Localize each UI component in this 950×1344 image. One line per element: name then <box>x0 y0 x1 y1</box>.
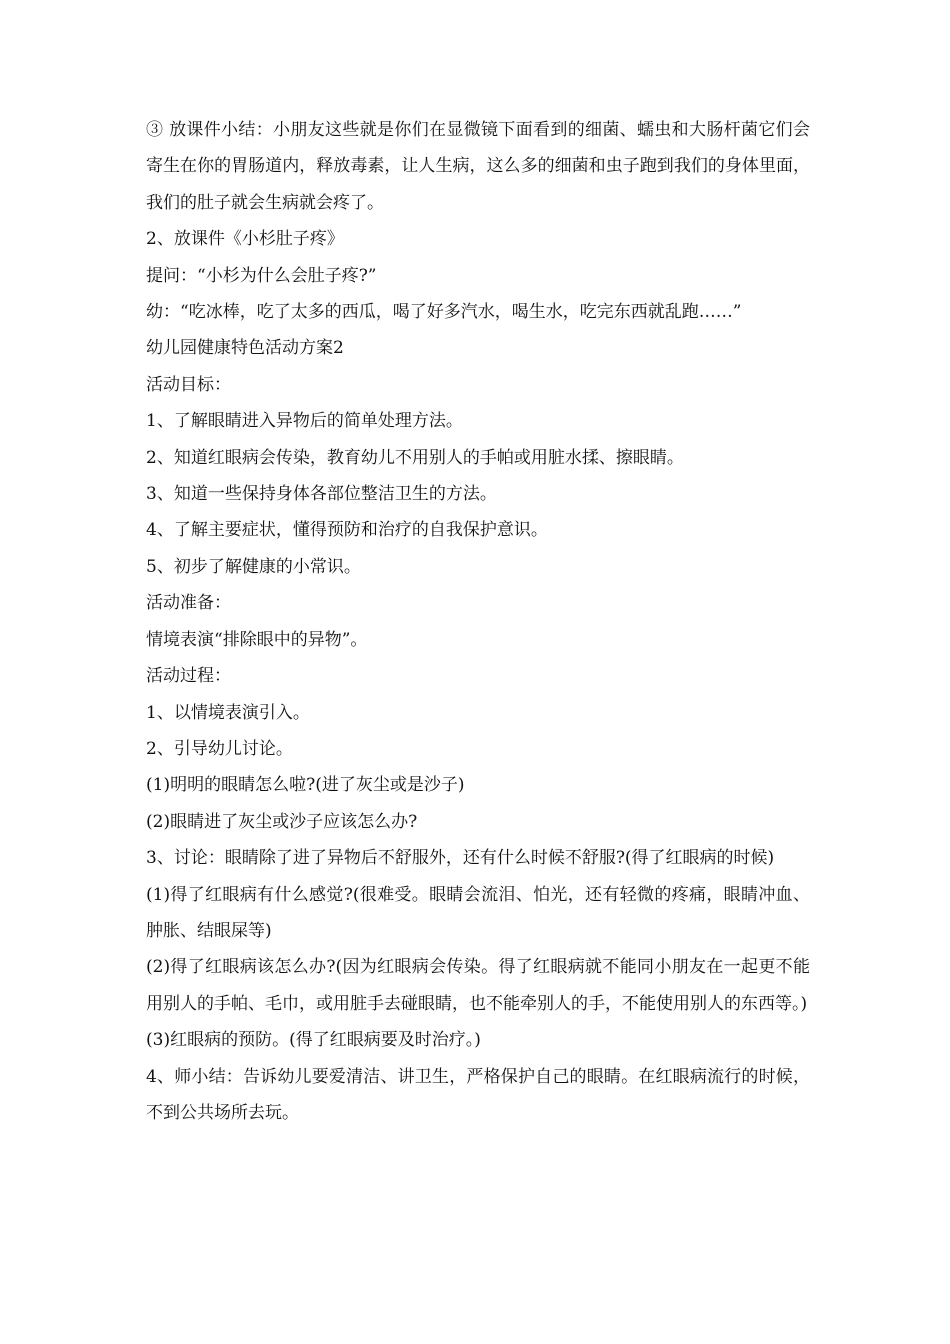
process-substep-3-2: (2)得了红眼病该怎么办?(因为红眼病会传染。得了红眼病就不能同小朋友在一起更不能用别人的手帕、毛巾，或用脏手去碰眼睛，也不能牵别人的手，不能使用别人的东西等。) <box>146 957 810 1014</box>
goal-item-3: 3、知道一些保持身体各部位整洁卫生的方法。 <box>146 484 497 505</box>
process-step-3: 3、讨论：眼睛除了进了异物后不舒服外，还有什么时候不舒服?(得了红眼病的时候) <box>146 848 775 869</box>
section-heading-plan-2: 幼儿园健康特色活动方案2 <box>146 338 344 359</box>
process-step-1: 1、以情境表演引入。 <box>146 702 310 723</box>
heading-activity-goals: 活动目标： <box>146 374 231 395</box>
process-step-2: 2、引导幼儿讨论。 <box>146 738 293 759</box>
paragraph-courseware-summary: ③ 放课件小结：小朋友这些就是你们在显微镜下面看到的细菌、蠕虫和大肠杆菌它们会寄生在你的胃肠道内，释放毒素，让人生病，这么多的细菌和虫子跑到我们的身体里面，我们的肚子就会生病就会疼了。 <box>146 120 810 213</box>
process-substep-3-1: (1)得了红眼病有什么感觉?(很难受。眼睛会流泪、怕光，还有轻微的疼痛，眼睛冲血、肿胀、结眼屎等) <box>146 884 810 941</box>
heading-activity-preparation: 活动准备： <box>146 593 231 614</box>
process-substep-3-3: (3)红眼病的预防。(得了红眼病要及时治疗。) <box>146 1030 481 1051</box>
process-substep-2-1: (1)明明的眼睛怎么啦?(进了灰尘或是沙子) <box>146 775 465 796</box>
goal-item-2: 2、知道红眼病会传染，教育幼儿不用别人的手帕或用脏水揉、擦眼睛。 <box>146 447 684 468</box>
paragraph-courseware-title: 2、放课件《小杉肚子疼》 <box>146 229 344 250</box>
goal-item-5: 5、初步了解健康的小常识。 <box>146 556 361 577</box>
process-substep-2-2: (2)眼睛进了灰尘或沙子应该怎么办? <box>146 811 418 832</box>
document-page <box>146 112 810 1131</box>
paragraph-question: 提问：“小杉为什么会肚子疼?” <box>146 265 377 286</box>
preparation-item: 情境表演“排除眼中的异物”。 <box>146 629 368 650</box>
goal-item-4: 4、了解主要症状，懂得预防和治疗的自我保护意识。 <box>146 520 548 541</box>
paragraph-child-answer: 幼：“吃冰棒，吃了太多的西瓜，喝了好多汽水，喝生水，吃完东西就乱跑……” <box>146 302 742 323</box>
goal-item-1: 1、了解眼睛进入异物后的简单处理方法。 <box>146 411 463 432</box>
process-step-4-summary: 4、师小结：告诉幼儿要爱清洁、讲卫生，严格保护自己的眼睛。在红眼病流行的时候，不到公共场所去玩。 <box>146 1066 810 1123</box>
heading-activity-process: 活动过程： <box>146 666 231 687</box>
